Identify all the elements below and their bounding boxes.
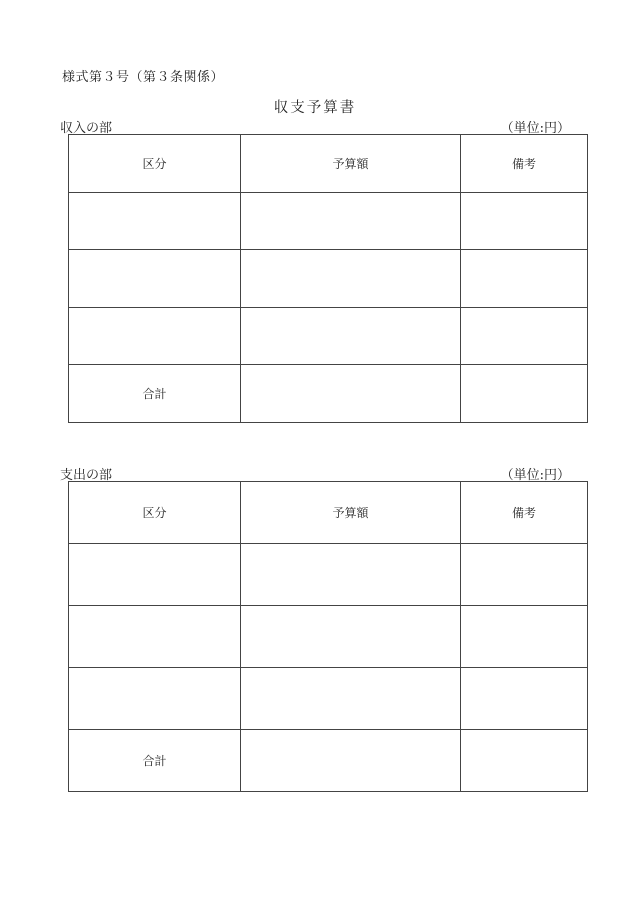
income-header-remarks: 備考	[461, 135, 588, 193]
income-amount-cell[interactable]	[241, 250, 461, 308]
expense-header-row	[69, 482, 588, 544]
income-category-cell[interactable]	[69, 250, 241, 308]
income-category-cell[interactable]	[69, 192, 241, 250]
expense-unit-label: （単位:円）	[500, 468, 570, 483]
table-row	[69, 668, 588, 730]
income-amount-cell[interactable]	[241, 192, 461, 250]
table-row	[69, 544, 588, 606]
table-row	[69, 307, 588, 365]
table-row	[69, 250, 588, 308]
income-category-cell[interactable]	[69, 307, 241, 365]
expense-total-remarks[interactable]	[461, 730, 588, 792]
expense-amount-cell[interactable]	[241, 606, 461, 668]
income-unit-label: （単位:円）	[500, 121, 570, 136]
expense-section-label: 支出の部	[60, 468, 113, 483]
expense-header-category: 区分	[69, 482, 241, 544]
document-title: 収支予算書	[273, 100, 357, 116]
income-header-row	[69, 135, 588, 193]
expense-amount-cell[interactable]	[241, 668, 461, 730]
expense-amount-cell[interactable]	[241, 544, 461, 606]
income-remarks-cell[interactable]	[461, 192, 588, 250]
income-amount-cell[interactable]	[241, 307, 461, 365]
expense-table	[68, 481, 588, 792]
income-total-amount[interactable]	[241, 365, 461, 423]
income-total-label: 合計	[69, 365, 241, 423]
income-header-amount: 予算額	[241, 135, 461, 193]
expense-total-row	[69, 730, 588, 792]
expense-remarks-cell[interactable]	[461, 668, 588, 730]
income-remarks-cell[interactable]	[461, 250, 588, 308]
table-row	[69, 606, 588, 668]
expense-category-cell[interactable]	[69, 544, 241, 606]
income-table	[68, 134, 588, 423]
form-number: 様式第３号（第３条関係）	[62, 70, 225, 85]
expense-total-label: 合計	[69, 730, 241, 792]
income-total-remarks[interactable]	[461, 365, 588, 423]
expense-remarks-cell[interactable]	[461, 544, 588, 606]
income-section-label: 収入の部	[60, 121, 113, 136]
expense-header-remarks: 備考	[461, 482, 588, 544]
expense-category-cell[interactable]	[69, 668, 241, 730]
table-row	[69, 192, 588, 250]
expense-total-amount[interactable]	[241, 730, 461, 792]
income-remarks-cell[interactable]	[461, 307, 588, 365]
expense-category-cell[interactable]	[69, 606, 241, 668]
expense-remarks-cell[interactable]	[461, 606, 588, 668]
expense-header-amount: 予算額	[241, 482, 461, 544]
income-header-category: 区分	[69, 135, 241, 193]
income-total-row	[69, 365, 588, 423]
